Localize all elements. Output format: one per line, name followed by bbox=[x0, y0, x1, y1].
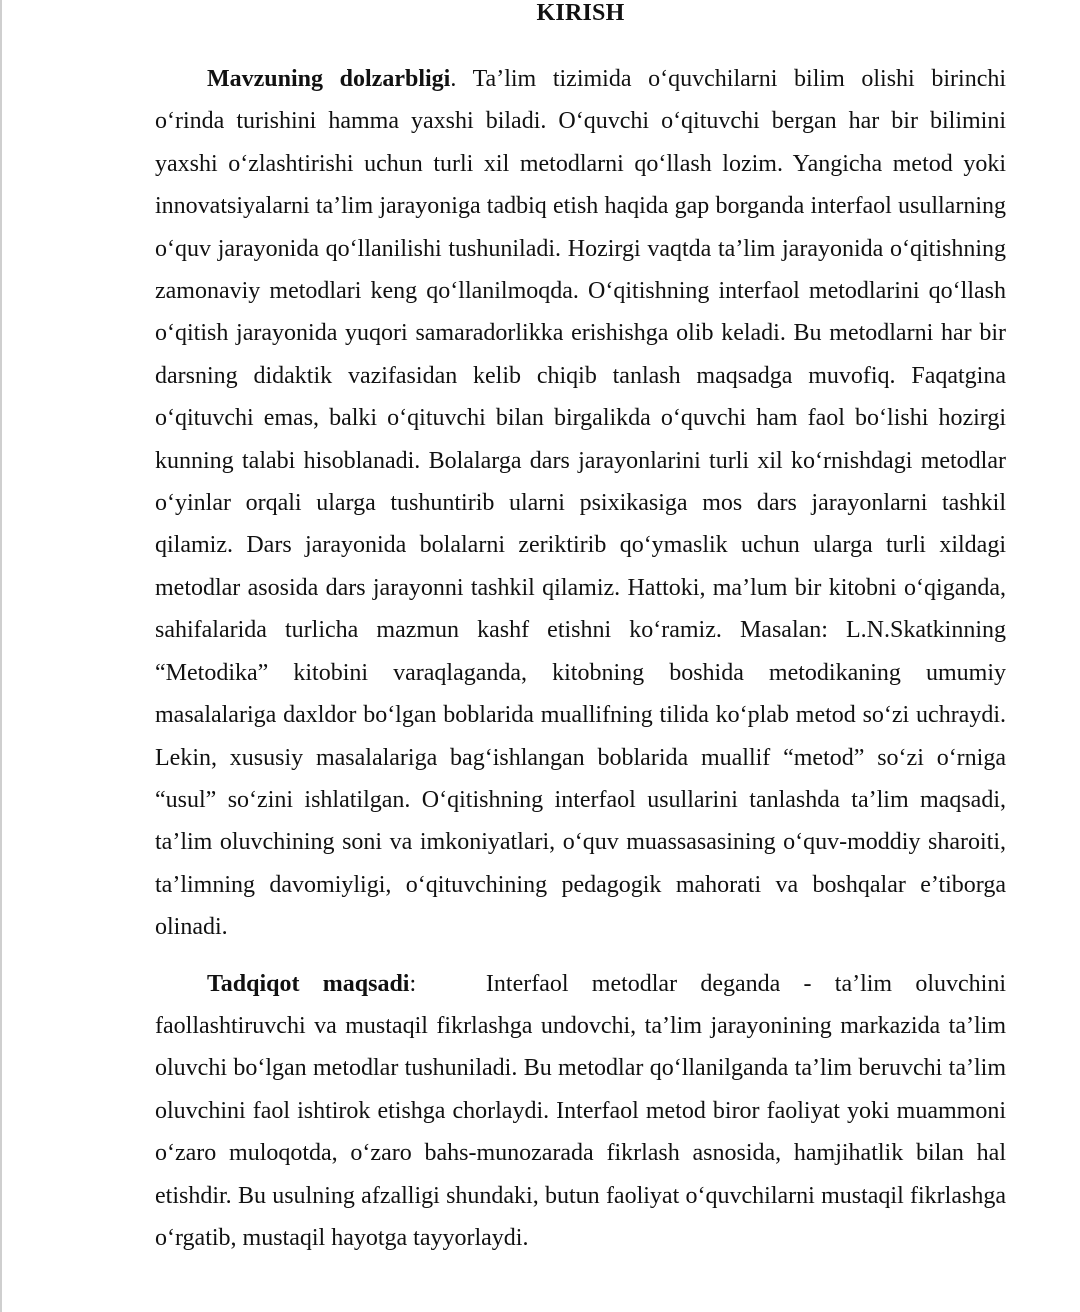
paragraph-research-goal bbox=[155, 963, 1006, 1260]
section-heading-relevance: Mavzuning dolzarbligi bbox=[207, 66, 451, 92]
page-left-edge bbox=[0, 0, 2, 1312]
paragraph-text: Interfaol metodlar deganda - ta’lim oluvchini faollashtiruvchi va mustaqil fikrlashga undovchi, ta’lim jarayonining markazida ta’lim oluvchi bo‘lgan metodlar tushuniladi. Bu metodlar qo‘llanilganda ta’lim beruvchi ta’lim oluvchini faol ishtirok etishga chorlaydi. Interfaol metod biror faoliyat yoki muammoni o‘zaro muloqotda, o‘zaro bahs-munozarada fikrlash asnosida, hamjihatlik bilan hal etishdir. Bu usulning afzalligi shundaki, butun faoliyat o‘quvchilarni mustaqil fikrlashga o‘rgatib, mustaqil hayotga tayyorlaydi. bbox=[155, 970, 1007, 1251]
section-heading-research-goal: Tadqiqot maqsadi bbox=[207, 970, 410, 997]
page-title: KIRISH bbox=[536, 0, 625, 26]
document-page bbox=[155, 0, 1006, 1259]
section-heading-suffix: : bbox=[409, 970, 486, 997]
paragraph-relevance bbox=[155, 58, 1006, 949]
section-heading-suffix: . bbox=[450, 66, 473, 92]
paragraph-text: Ta’lim tizimida o‘quvchilarni bilim olishi birinchi o‘rinda turishini hamma yaxshi biladi. O‘quvchi o‘qituvchi bergan har bir bilimini yaxshi o‘zlashtirishi uchun turli xil metodlarni qo‘llash lozim. Yangicha metod yoki innovatsiyalarni ta’lim jarayoniga tadbiq etish haqida gap borganda interfaol usullarning o‘quv jarayonida qo‘llanilishi tushuniladi. Hozirgi vaqtda ta’lim jarayonida o‘qitishning zamonaviy metodlari keng qo‘llanilmoqda. O‘qitishning interfaol metodlarini qo‘llash o‘qitish jarayonida yuqori samaradorlikka erishishga olib keladi. Bu metodlarni har bir darsning didaktik vazifasidan kelib chiqib tanlash maqsadga muvofiq. Faqatgina o‘qituvchi emas, balki o‘qituvchi bilan birgalikda o‘quvchi ham faol bo‘lishi hozirgi kunning talabi hisoblanadi. Bolalarga dars jarayonlarini turli xil ko‘rnishdagi metodlar o‘yinlar orqali ularga tushuntirib ularni psixikasiga mos dars jarayonlarni tashkil qilamiz. Dars jarayonida bolalarni zeriktirib qo‘ymaslik uchun ularga turli xildagi metodlar asosida dars jarayonni tashkil qilamiz. Hattoki, ma’lum bir kitobni o‘qiganda, sahifalarida turlicha mazmun kashf etishni ko‘ramiz. Masalan: L.N.Skatkinning “Metodika” kitobini varaqlaganda, kitobning boshida metodikaning umumiy masalalariga daxldor bo‘lgan boblarida muallifning tilida ko‘plab metod so‘zi uchraydi. Lekin, xususiy masalalariga bag‘ishlangan boblarida muallif “metod” so‘zi o‘rniga “usul” so‘zini ishlatilgan. O‘qitishning interfaol usullarini tanlashda ta’lim maqsadi, ta’lim oluvchining soni va imkoniyatlari, o‘quv muassasasining o‘quv-moddiy sharoiti, ta’limning davomiyligi, o‘qituvchining pedagogik mahorati va boshqalar e’tiborga olinadi. bbox=[155, 66, 1007, 941]
